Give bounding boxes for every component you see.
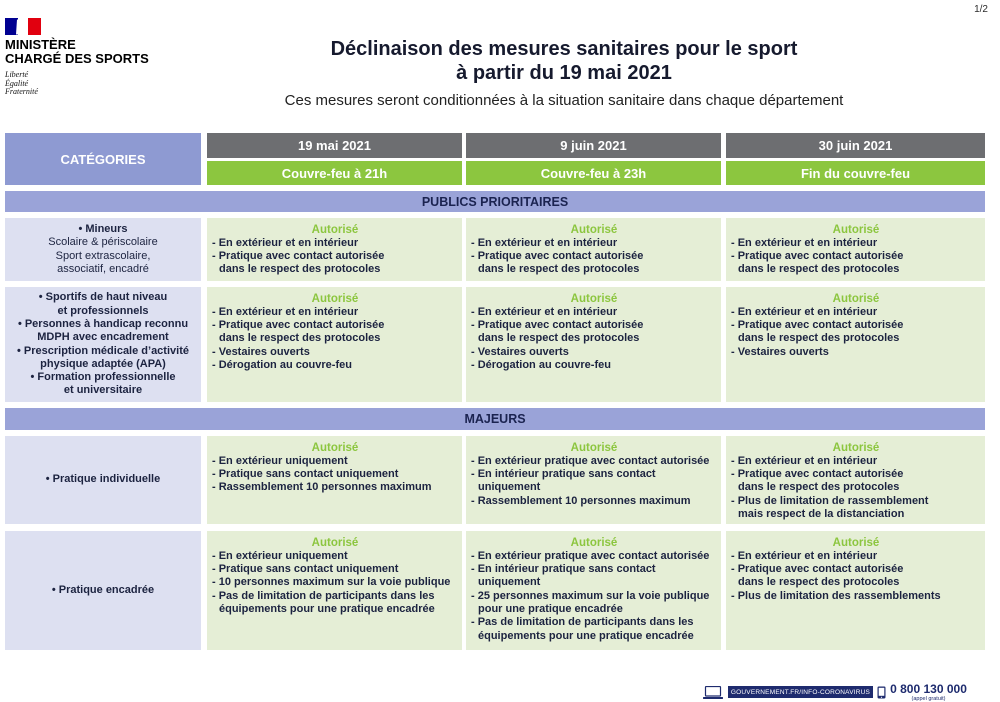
category-cell xyxy=(5,531,201,650)
measure-item xyxy=(212,455,458,468)
measure-line: - Plus de limitation des rassemblements xyxy=(731,589,941,602)
measure-item xyxy=(731,495,981,522)
measure-item xyxy=(471,319,717,346)
measure-item xyxy=(212,481,458,494)
measure-item xyxy=(471,563,717,590)
measure-line: - Pratique avec contact autorisée xyxy=(731,250,904,263)
measure-item xyxy=(731,563,981,590)
measure-item xyxy=(731,550,981,563)
measure-line: - Pratique avec contact autorisée xyxy=(731,319,904,332)
measure-line: - En extérieur uniquement xyxy=(212,549,348,562)
phone-note: (appel gratuit) xyxy=(911,696,946,702)
category-cell xyxy=(5,218,201,281)
motto-line: Liberté xyxy=(5,70,29,79)
measure-line: - Rassemblement 10 personnes maximum xyxy=(471,494,691,507)
measure-item xyxy=(471,590,717,617)
page-number: 1/2 xyxy=(974,4,988,15)
section-bar xyxy=(5,408,985,430)
page-title xyxy=(214,37,914,85)
measure-item xyxy=(212,319,458,346)
measure-cell xyxy=(207,531,462,650)
category-detail: Sport extrascolaire, xyxy=(55,249,151,262)
category-line: • Mineurs xyxy=(78,222,128,235)
category-line: • Sportifs de haut niveau xyxy=(38,291,168,304)
laptop-icon xyxy=(703,686,723,699)
measure-line: - En extérieur et en intérieur xyxy=(731,549,878,562)
measure-cell xyxy=(726,436,985,524)
measure-line: dans le respect des protocoles xyxy=(738,332,900,345)
measure-item xyxy=(471,250,717,277)
subtitle: Ces mesures seront conditionnées à la situation sanitaire dans chaque département xyxy=(284,92,844,109)
measure-item xyxy=(212,576,458,589)
category-line: • Pratique individuelle xyxy=(45,473,161,486)
column-date-header: 19 mai 2021 xyxy=(207,133,462,158)
category-cell xyxy=(5,287,201,402)
status-label: Autorisé xyxy=(832,223,880,236)
category-line: • Formation professionnelle xyxy=(30,371,176,384)
measure-line: - En intérieur pratique sans contact xyxy=(471,468,656,481)
section-title: MAJEURS xyxy=(464,412,526,426)
measure-item xyxy=(471,616,717,643)
measure-line: uniquement xyxy=(478,576,541,589)
column-curfew-header: Fin du couvre-feu xyxy=(726,161,985,185)
measure-item xyxy=(212,468,458,481)
measure-line: pour une pratique encadrée xyxy=(478,602,623,615)
category-line: et universitaire xyxy=(63,384,143,397)
measure-line: - Pratique avec contact autorisée xyxy=(731,468,904,481)
motto-line: Fraternité xyxy=(5,87,38,96)
category-line: • Personnes à handicap reconnu xyxy=(17,317,189,330)
status-label: Autorisé xyxy=(570,292,618,305)
measure-line: dans le respect des protocoles xyxy=(478,263,640,276)
section-bar xyxy=(5,191,985,212)
measure-line: - En extérieur pratique avec contact autorisée xyxy=(471,454,710,467)
phone-number: 0 800 130 000 xyxy=(890,682,967,696)
measure-item xyxy=(471,468,717,495)
measure-item xyxy=(731,250,981,277)
measure-line: dans le respect des protocoles xyxy=(219,263,381,276)
measure-cell xyxy=(726,287,985,402)
measure-item xyxy=(731,590,981,603)
measure-line: équipements pour une pratique encadrée xyxy=(219,602,435,615)
measure-line: - Pratique avec contact autorisée xyxy=(212,319,385,332)
measure-item xyxy=(212,346,458,359)
category-cell xyxy=(5,436,201,524)
ministry-name-line: CHARGÉ DES SPORTS xyxy=(5,51,149,66)
status-label: Autorisé xyxy=(832,292,880,305)
measure-item xyxy=(212,563,458,576)
measure-item xyxy=(471,550,717,563)
ministry-name-line: MINISTÈRE xyxy=(5,37,76,52)
status-label: Autorisé xyxy=(832,441,880,454)
measure-cell xyxy=(207,218,462,281)
title-line: Déclinaison des mesures sanitaires pour le sport xyxy=(330,38,798,60)
motto-line: Égalité xyxy=(5,78,29,88)
phone-icon xyxy=(877,686,886,699)
column-curfew-header: Couvre-feu à 23h xyxy=(466,161,721,185)
category-line: et professionnels xyxy=(57,304,149,317)
measure-cell xyxy=(466,218,721,281)
measure-line: - 25 personnes maximum sur la voie publique xyxy=(471,589,710,602)
measure-line: - En extérieur et en intérieur xyxy=(731,305,878,318)
measure-line: - Rassemblement 10 personnes maximum xyxy=(212,481,432,494)
status-label: Autorisé xyxy=(570,223,618,236)
measure-line: dans le respect des protocoles xyxy=(478,332,640,345)
measure-line: dans le respect des protocoles xyxy=(738,263,900,276)
measure-line: - Vestaires ouverts xyxy=(212,345,310,358)
category-detail: Scolaire & périscolaire xyxy=(48,236,158,249)
column-date-header: 30 juin 2021 xyxy=(726,133,985,158)
measure-item xyxy=(471,237,717,250)
measure-line: - Pratique avec contact autorisée xyxy=(731,563,904,576)
measure-line: mais respect de la distanciation xyxy=(738,507,905,520)
status-label: Autorisé xyxy=(311,223,359,236)
measure-line: - Pratique avec contact autorisée xyxy=(471,250,644,263)
measure-line: dans le respect des protocoles xyxy=(738,481,900,494)
measure-line: - 10 personnes maximum sur la voie publique xyxy=(212,576,451,589)
measure-cell xyxy=(466,531,721,650)
measure-cell xyxy=(726,531,985,650)
status-label: Autorisé xyxy=(311,292,359,305)
category-line: physique adaptée (APA) xyxy=(40,357,166,370)
measure-item xyxy=(731,346,981,359)
measure-item xyxy=(731,468,981,495)
measure-line: - Dérogation au couvre-feu xyxy=(471,358,611,371)
categories-header: CATÉGORIES xyxy=(5,133,201,185)
measure-cell xyxy=(726,218,985,281)
measure-item xyxy=(731,319,981,346)
measure-cell xyxy=(466,287,721,402)
measure-cell xyxy=(207,436,462,524)
measure-line: - En extérieur et en intérieur xyxy=(212,305,359,318)
measure-line: dans le respect des protocoles xyxy=(219,332,381,345)
measure-line: - Vestaires ouverts xyxy=(471,345,569,358)
title-line: à partir du 19 mai 2021 xyxy=(456,62,672,84)
measure-item xyxy=(471,455,717,468)
measure-line: - Pas de limitation de participants dans les xyxy=(212,589,435,602)
measure-item xyxy=(212,237,458,250)
category-line: • Pratique encadrée xyxy=(51,583,155,596)
measure-item xyxy=(212,306,458,319)
measure-line: - Pratique sans contact uniquement xyxy=(212,563,399,576)
category-line: MDPH avec encadrement xyxy=(37,331,169,344)
ministry-name xyxy=(5,38,149,66)
measure-line: équipements pour une pratique encadrée xyxy=(478,629,694,642)
measure-line: - En extérieur et en intérieur xyxy=(731,236,878,249)
measure-line: - En intérieur pratique sans contact xyxy=(471,563,656,576)
status-label: Autorisé xyxy=(311,441,359,454)
column-date-header: 9 juin 2021 xyxy=(466,133,721,158)
measure-item xyxy=(212,250,458,277)
measure-line: - En extérieur uniquement xyxy=(212,454,348,467)
measure-item xyxy=(471,346,717,359)
measure-line: - Pratique avec contact autorisée xyxy=(471,319,644,332)
measure-line: - Pratique avec contact autorisée xyxy=(212,250,385,263)
measure-cell xyxy=(466,436,721,524)
measure-line: - En extérieur pratique avec contact autorisée xyxy=(471,549,710,562)
status-label: Autorisé xyxy=(570,536,618,549)
measure-line: - En extérieur et en intérieur xyxy=(471,236,618,249)
category-detail: associatif, encadré xyxy=(57,262,149,275)
section-title: PUBLICS PRIORITAIRES xyxy=(421,194,569,209)
category-line: • Prescription médicale d’activité xyxy=(17,344,189,357)
measure-line: - En extérieur et en intérieur xyxy=(731,454,878,467)
measure-line: uniquement xyxy=(478,481,541,494)
measure-line: - Dérogation au couvre-feu xyxy=(212,358,352,371)
measure-item xyxy=(212,550,458,563)
status-label: Autorisé xyxy=(311,536,359,549)
measure-line: - En extérieur et en intérieur xyxy=(212,236,359,249)
status-label: Autorisé xyxy=(832,536,880,549)
marianne-flag-logo xyxy=(5,18,41,35)
measure-line: - Pratique sans contact uniquement xyxy=(212,468,399,481)
status-label: Autorisé xyxy=(570,441,618,454)
measure-item xyxy=(731,306,981,319)
measure-item xyxy=(471,495,717,508)
measure-item xyxy=(471,306,717,319)
measure-line: - Plus de limitation de rassemblement xyxy=(731,494,929,507)
measure-line: dans le respect des protocoles xyxy=(738,576,900,589)
measure-item xyxy=(731,237,981,250)
measure-line: - Vestaires ouverts xyxy=(731,345,829,358)
measure-item xyxy=(731,455,981,468)
measure-item xyxy=(212,359,458,372)
measure-item xyxy=(212,590,458,617)
column-curfew-header: Couvre-feu à 21h xyxy=(207,161,462,185)
measure-line: - En extérieur et en intérieur xyxy=(471,305,618,318)
measure-cell xyxy=(207,287,462,402)
measure-line: - Pas de limitation de participants dans les xyxy=(471,616,694,629)
republic-motto xyxy=(5,71,38,97)
website-badge: GOUVERNEMENT.FR/INFO-CORONAVIRUS xyxy=(728,686,873,698)
measure-item xyxy=(471,359,717,372)
